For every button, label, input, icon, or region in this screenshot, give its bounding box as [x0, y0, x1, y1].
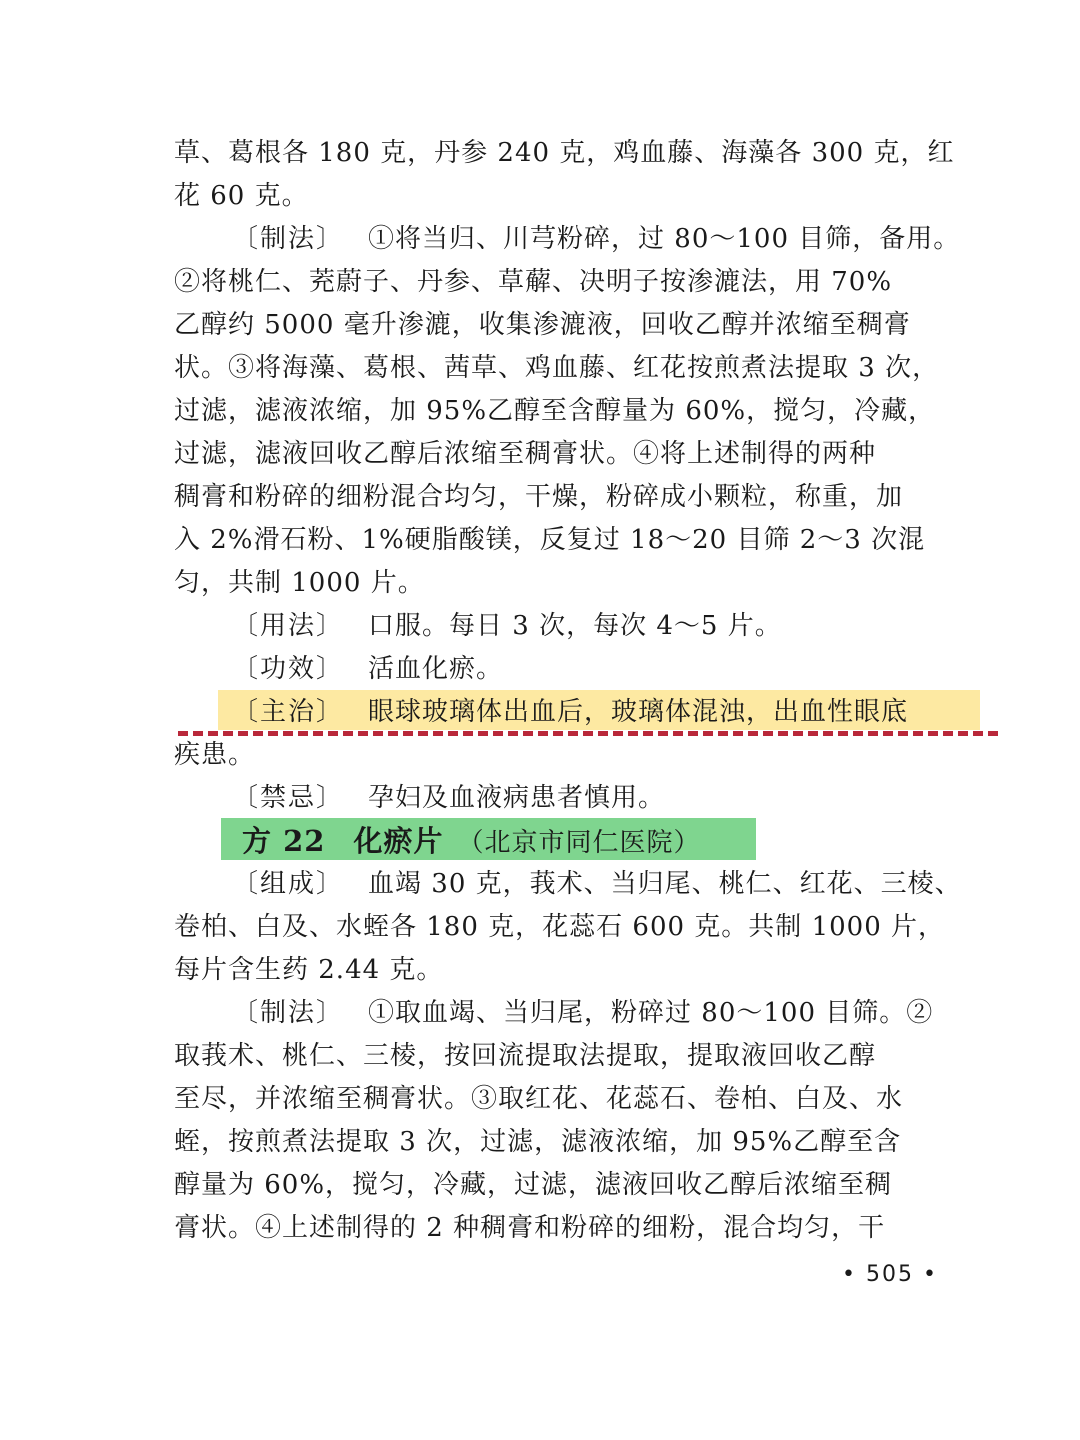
text-line: 取莪术、桃仁、三棱，按回流提取法提取，提取液回收乙醇 — [174, 1041, 877, 1071]
text-line: 醇量为 60%，搅匀，冷藏，过滤，滤液回收乙醇后浓缩至稠 — [174, 1170, 893, 1200]
text-line — [174, 863, 974, 906]
recipe-source: （北京市同仁医院） — [457, 828, 701, 858]
text-content: 活血化瘀。 — [368, 654, 504, 684]
recipe-heading — [174, 820, 974, 863]
section-label-zucheng: 〔组成〕 — [232, 869, 345, 899]
recipe-number: 方 22 — [242, 824, 326, 858]
red-dashed-underline — [178, 731, 998, 736]
section-label-zhifa: 〔制法〕 — [232, 224, 345, 254]
text-line: 匀，共制 1000 片。 — [174, 568, 425, 598]
highlighted-text-line — [174, 691, 974, 734]
text-content: ①取血竭、当归尾，粉碎过 80～100 目筛。② — [368, 998, 934, 1028]
text-line: 过滤，滤液浓缩，加 95%乙醇至含醇量为 60%，搅匀，冷藏， — [174, 396, 936, 426]
text-content: ①将当归、川芎粉碎，过 80～100 目筛，备用。 — [368, 224, 961, 254]
text-line: 乙醇约 5000 毫升渗漉，收集渗漉液，回收乙醇并浓缩至稠膏 — [174, 310, 911, 340]
text-line: 稠膏和粉碎的细粉混合均匀，干燥，粉碎成小颗粒，称重，加 — [174, 482, 904, 512]
text-line: 过滤，滤液回收乙醇后浓缩至稠膏状。④将上述制得的两种 — [174, 439, 877, 469]
text-line — [174, 605, 974, 648]
text-line — [174, 648, 974, 691]
page-number: • 505 • — [842, 1262, 938, 1287]
section-label-gongxiao: 〔功效〕 — [232, 654, 345, 684]
text-line: 草、葛根各 180 克，丹参 240 克，鸡血藤、海藻各 300 克，红 — [174, 138, 955, 168]
text-content: 眼球玻璃体出血后，玻璃体混浊，出血性眼底 — [368, 697, 909, 727]
text-line: 花 60 克。 — [174, 181, 309, 211]
section-label-yongfa: 〔用法〕 — [232, 611, 345, 641]
text-line: 入 2%滑石粉、1%硬脂酸镁，反复过 18～20 目筛 2～3 次混 — [174, 525, 926, 555]
text-line: 疾患。 — [174, 740, 256, 770]
text-line: 膏状。④上述制得的 2 种稠膏和粉碎的细粉，混合均匀，干 — [174, 1213, 886, 1243]
text-line — [174, 777, 974, 820]
text-line: 每片含生药 2.44 克。 — [174, 955, 444, 985]
text-content: 口服。每日 3 次，每次 4～5 片。 — [368, 611, 782, 641]
text-line: 蛭，按煎煮法提取 3 次，过滤，滤液浓缩，加 95%乙醇至含 — [174, 1127, 902, 1157]
text-line: 至尽，并浓缩至稠膏状。③取红花、花蕊石、卷柏、白及、水 — [174, 1084, 904, 1114]
recipe-title: 化瘀片 — [353, 824, 444, 858]
text-content: 血竭 30 克，莪术、当归尾、桃仁、红花、三棱、 — [368, 869, 962, 899]
text-line: ②将桃仁、茺蔚子、丹参、草薢、决明子按渗漉法，用 70% — [174, 267, 893, 297]
text-line: 卷柏、白及、水蛭各 180 克，花蕊石 600 克。共制 1000 片， — [174, 912, 946, 942]
body-text — [174, 132, 974, 1250]
text-line — [174, 992, 974, 1035]
text-content: 孕妇及血液病患者慎用。 — [368, 783, 666, 813]
text-line: 状。③将海藻、葛根、茜草、鸡血藤、红花按煎煮法提取 3 次， — [174, 353, 940, 383]
section-label-zhuzhi: 〔主治〕 — [232, 697, 345, 727]
text-line — [174, 218, 974, 261]
section-label-jinji: 〔禁忌〕 — [232, 783, 345, 813]
section-label-zhifa-2: 〔制法〕 — [232, 998, 345, 1028]
